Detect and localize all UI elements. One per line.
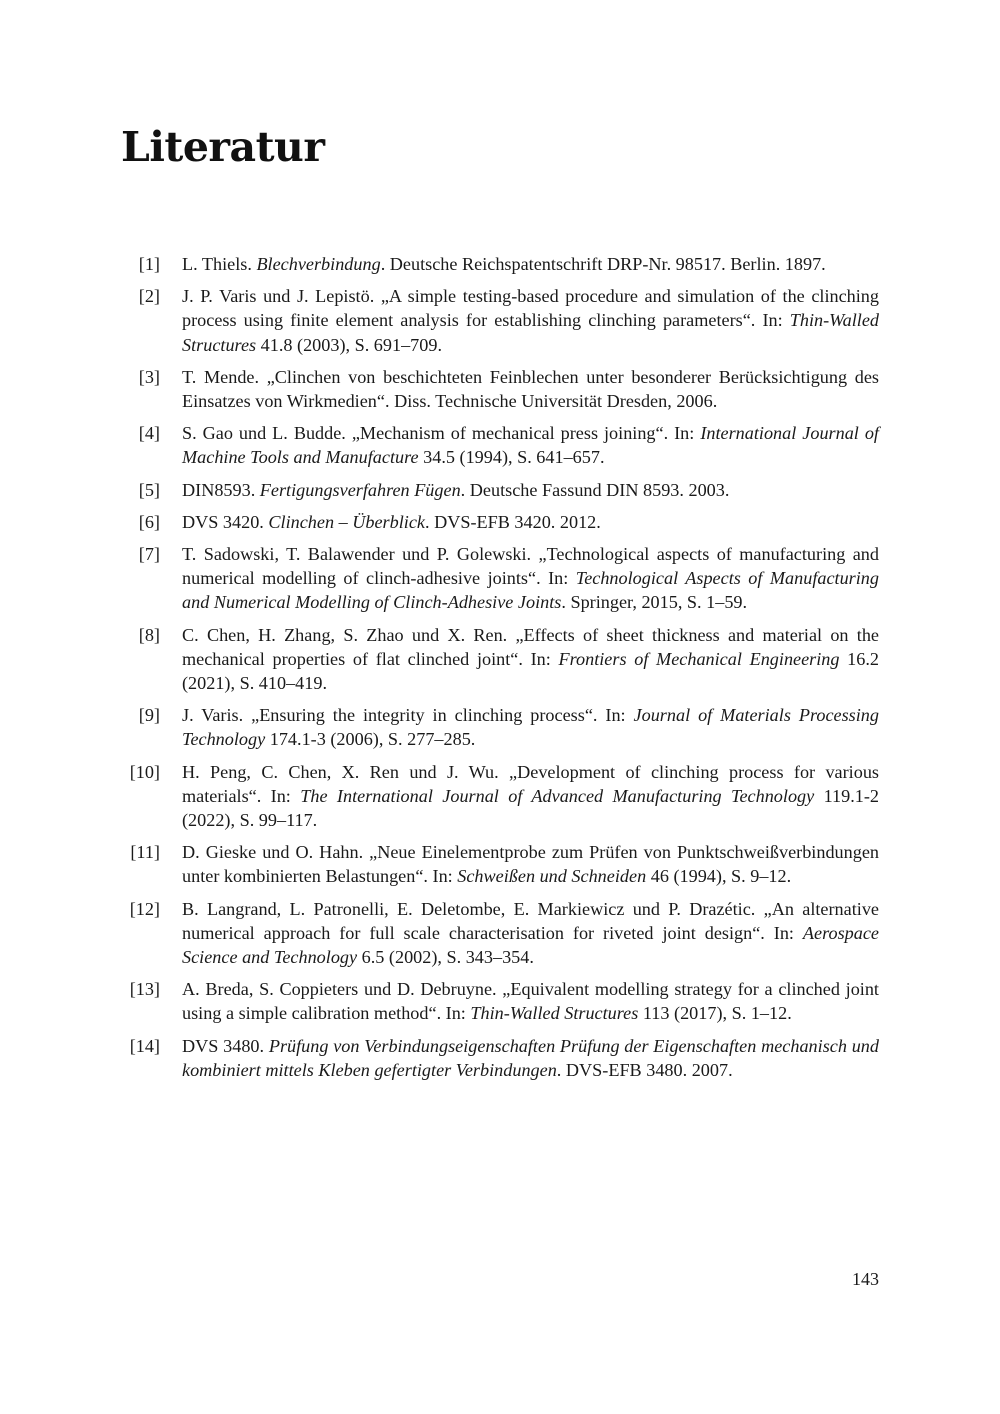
reference-number: [4] [138,423,160,444]
chapter-title: Literatur [121,123,325,171]
reference-text: T. Sadowski, T. Balawender und P. Golewski. „Technological aspects of manufacturing and numerical modelling of clinch-adhesive joints“. In: Technological Aspects of Manufacturing and Numerical Modelling of Clinch-Adhesive Joints. Springer, 2015, S. 1–59. [182,544,879,613]
reference-text: H. Peng, C. Chen, X. Ren und J. Wu. „Development of clinching process for various materials“. In: The International Journal of Advanced Manufacturing Technology 119.1-2 (2022), S. 99–117. [182,761,879,831]
reference-item [121,284,879,357]
reference-item [121,365,879,413]
reference-item [121,840,879,888]
page-number: 143 [852,1269,879,1289]
reference-text: J. P. Varis und J. Lepistö. „A simple testing-based procedure and simulation of the clinching process using finite element analysis for establishing clinching parameters“. In: Thin-Walled Structures 41.8 (2003), S. 691–709. [182,286,879,355]
reference-number: [6] [138,511,160,532]
reference-text: C. Chen, H. Zhang, S. Zhao und X. Ren. „Effects of sheet thickness and material on the mechanical properties of flat clinched joint“. In: Frontiers of Mechanical Engineering 16.2 (2021), S. 410–419. [182,624,880,694]
reference-text: L. Thiels. Blechverbindung. Deutsche Reichspatentschrift DRP-Nr. 98517. Berlin. 1897. [182,254,826,274]
reference-number: [3] [138,366,160,387]
reference-item [121,897,879,970]
reference-item [121,542,879,615]
reference-text: DVS 3420. Clinchen – Überblick. DVS-EFB 3420. 2012. [182,511,601,532]
reference-text: S. Gao und L. Budde. „Mechanism of mechanical press joining“. In: International Journal of Machine Tools and Manufacture 34.5 (1994), S. 641–657. [182,423,879,468]
reference-item [121,421,879,469]
reference-number: [11] [130,842,160,863]
reference-text: B. Langrand, L. Patronelli, E. Deletombe, E. Markiewicz und P. Drazétic. „An alternative numerical approach for full scale characterisation for riveted joint design“. In: Aerospace Science and Technology 6.5 (2002), S. 343–354. [182,898,879,968]
reference-item [121,623,879,696]
reference-text: J. Varis. „Ensuring the integrity in clinching process“. In: Journal of Materials Processing Technology 174.1-3 (2006), S. 277–285. [182,705,879,750]
reference-text: D. Gieske und O. Hahn. „Neue Einelementprobe zum Prüfen von Punktschweißverbindungen unter kombinierten Belastungen“. In: Schweißen und Schneiden 46 (1994), S. 9–12. [182,842,879,887]
reference-list [121,252,879,1090]
reference-text: DVS 3480. Prüfung von Verbindungseigenschaften Prüfung der Eigenschaften mechanisch und kombiniert mittels Kleben gefertigter Verbindungen. DVS-EFB 3480. 2007. [182,1035,879,1080]
reference-number: [14] [129,1035,160,1056]
reference-item [121,510,879,534]
reference-number: [2] [138,286,160,307]
reference-text: A. Breda, S. Coppieters und D. Debruyne. „Equivalent modelling strategy for a clinched joint using a simple calibration method“. In: Thin-Walled Structures 113 (2017), S. 1–12. [182,979,879,1024]
reference-text: DIN8593. Fertigungsverfahren Fügen. Deutsche Fassund DIN 8593. 2003. [182,479,730,500]
reference-number: [9] [138,705,160,726]
reference-number: [13] [129,979,160,1000]
reference-item [121,977,879,1025]
reference-item [121,703,879,751]
reference-number: [5] [138,479,160,500]
reference-item [121,478,879,502]
reference-number: [7] [138,544,160,565]
reference-item [121,760,879,833]
reference-item [121,1034,879,1082]
reference-item [121,252,879,276]
reference-number: [1] [138,254,160,274]
reference-number: [10] [129,761,160,782]
reference-text: T. Mende. „Clinchen von beschichteten Feinblechen unter besonderer Berücksichtigung des Einsatzes von Wirkmedien“. Diss. Technische Universität Dresden, 2006. [182,366,879,412]
reference-number: [8] [138,624,160,645]
reference-number: [12] [129,898,160,919]
